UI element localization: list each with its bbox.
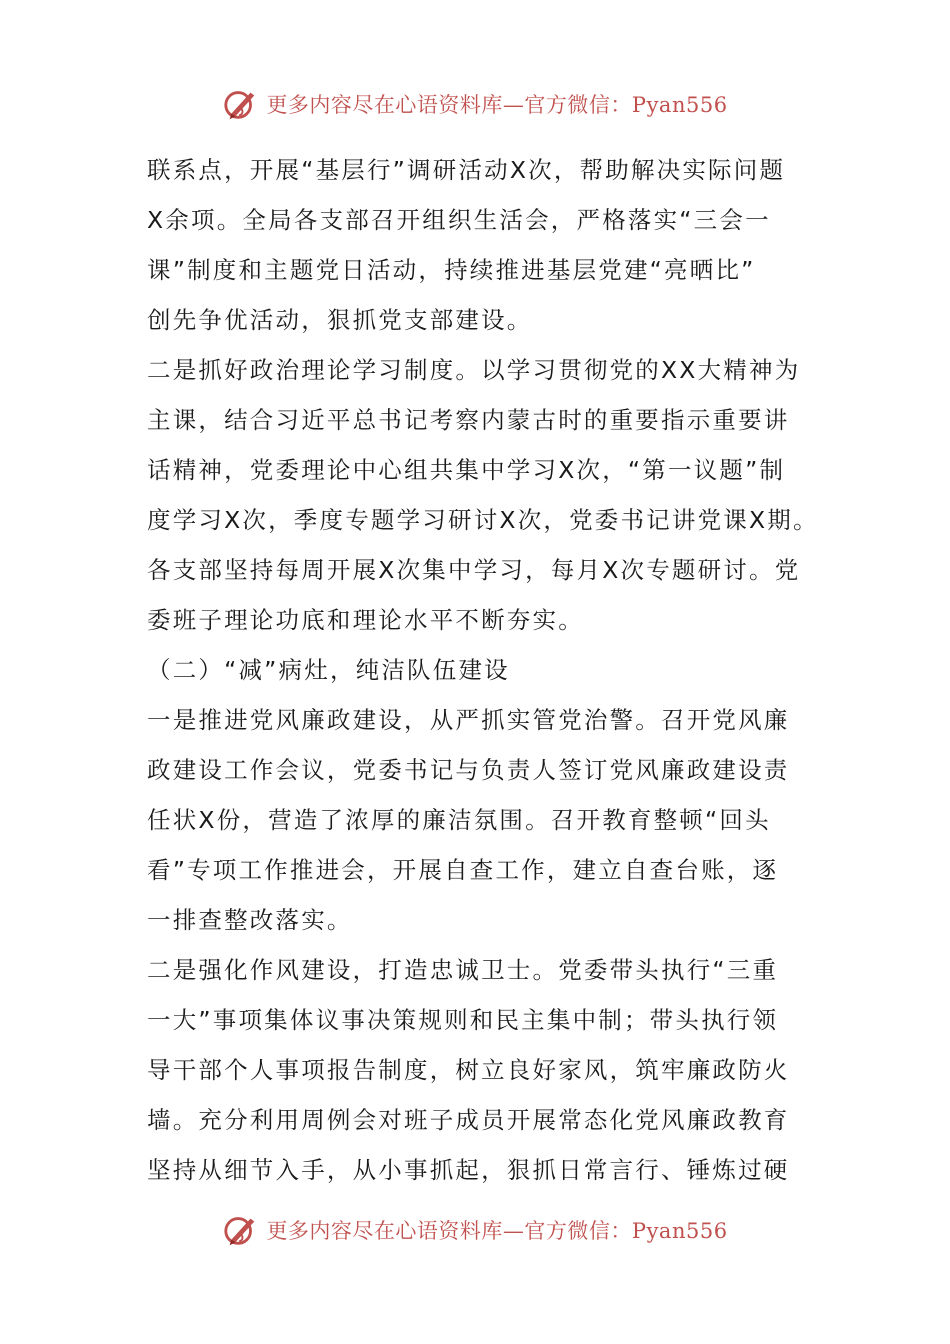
body-line: 任状X份，营造了浓厚的廉洁氛围。召开教育整顿“回头 — [147, 806, 771, 834]
footer-watermark-banner — [0, 1210, 950, 1250]
body-line: 二是强化作风建设，打造忠诚卫士。党委带头执行“三重 — [147, 956, 779, 984]
section-heading: （二）“减”病灶，纯洁队伍建设 — [147, 656, 510, 684]
body-line: 导干部个人事项报告制度，树立良好家风，筑牢廉政防火 — [147, 1056, 790, 1084]
body-line: 政建设工作会议，党委书记与负责人签订党风廉政建设责 — [147, 756, 790, 784]
body-line: 坚持从细节入手，从小事抓起，狠抓日常言行、锤炼过硬 — [147, 1156, 790, 1184]
body-line: 度学习X次，季度专题学习研讨X次，党委书记讲党课X期。 — [147, 506, 819, 534]
body-line: 一是推进党风廉政建设，从严抓实管党治警。召开党风廉 — [147, 706, 790, 734]
body-line: 创先争优活动，狠抓党支部建设。 — [147, 306, 533, 334]
body-line: 话精神，党委理论中心组共集中学习X次，“第一议题”制 — [147, 456, 786, 484]
body-line: 主课，结合习近平总书记考察内蒙古时的重要指示重要讲 — [147, 406, 790, 434]
body-line: 课”制度和主题党日活动，持续推进基层党建“亮晒比” — [147, 256, 756, 284]
body-line: 委班子理论功底和理论水平不断夯实。 — [147, 606, 584, 634]
footer-banner-text: 更多内容尽在心语资料库—官方微信：Pyan556 — [266, 1219, 728, 1243]
header-watermark-banner — [0, 84, 950, 124]
document-body — [147, 145, 819, 1195]
header-banner-text: 更多内容尽在心语资料库—官方微信：Pyan556 — [266, 93, 728, 117]
pen-circle-logo-icon — [222, 1211, 260, 1249]
body-line: 各支部坚持每周开展X次集中学习，每月X次专题研讨。党 — [147, 556, 801, 584]
pen-circle-logo-icon — [222, 85, 260, 123]
body-line: 联系点，开展“基层行”调研活动X次，帮助解决实际问题 — [147, 156, 786, 184]
body-line: 二是抓好政治理论学习制度。以学习贯彻党的XX大精神为 — [147, 356, 801, 384]
body-line: 一大”事项集体议事决策规则和民主集中制；带头执行领 — [147, 1006, 779, 1034]
body-line: 墙。充分利用周例会对班子成员开展常态化党风廉政教育 — [147, 1106, 790, 1134]
body-line: 一排查整改落实。 — [147, 906, 353, 934]
body-line: X余项。全局各支部召开组织生活会，严格落实“三会一 — [147, 206, 771, 234]
body-line: 看”专项工作推进会，开展自查工作，建立自查台账，逐 — [147, 856, 779, 884]
